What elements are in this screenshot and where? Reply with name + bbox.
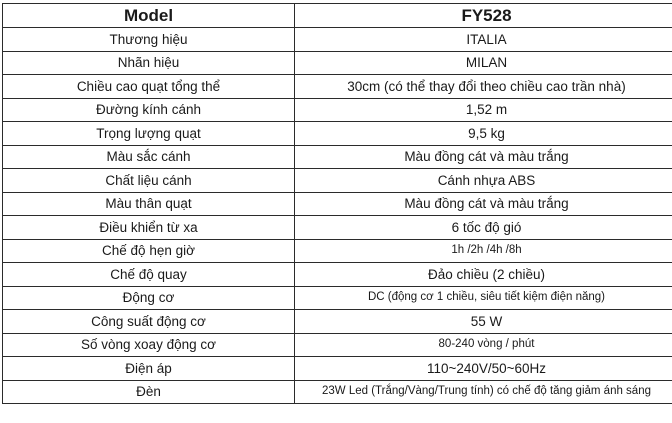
- row-label-remote-control: Điều khiển từ xa: [3, 216, 295, 240]
- row-value-timer: 1h /2h /4h /8h: [295, 239, 672, 263]
- row-label-brand: Thương hiệu: [3, 28, 295, 52]
- table-row: [3, 169, 672, 193]
- row-value-blade-color: Màu đồng cát và màu trắng: [295, 145, 672, 169]
- table-row: [3, 310, 672, 334]
- table-row: [3, 122, 672, 146]
- table-row: [3, 286, 672, 310]
- row-value-motor-power: 55 W: [295, 310, 672, 334]
- table-row: [3, 357, 672, 381]
- row-label-rotation-mode: Chế độ quay: [3, 263, 295, 287]
- row-label-motor: Động cơ: [3, 286, 295, 310]
- row-value-remote-control: 6 tốc độ gió: [295, 216, 672, 240]
- row-label-blade-color: Màu sắc cánh: [3, 145, 295, 169]
- row-label-weight: Trọng lượng quạt: [3, 122, 295, 146]
- table-row: [3, 239, 672, 263]
- table-row: [3, 98, 672, 122]
- spec-table: [2, 3, 672, 404]
- row-value-label: MILAN: [295, 51, 672, 75]
- row-value-blade-diameter: 1,52 m: [295, 98, 672, 122]
- spec-table-body: [3, 4, 672, 404]
- row-label-light: Đèn: [3, 380, 295, 404]
- row-value-motor: DC (động cơ 1 chiều, siêu tiết kiệm điện năng): [295, 286, 672, 310]
- table-row: [3, 145, 672, 169]
- table-row: [3, 75, 672, 99]
- header-value-cell: FY528: [295, 4, 672, 28]
- row-label-blade-material: Chất liệu cánh: [3, 169, 295, 193]
- row-label-blade-diameter: Đường kính cánh: [3, 98, 295, 122]
- row-label-overall-height: Chiều cao quạt tổng thể: [3, 75, 295, 99]
- row-label-label: Nhãn hiệu: [3, 51, 295, 75]
- row-value-motor-speed: 80-240 vòng / phút: [295, 333, 672, 357]
- row-value-voltage: 110~240V/50~60Hz: [295, 357, 672, 381]
- row-value-blade-material: Cánh nhựa ABS: [295, 169, 672, 193]
- row-value-brand: ITALIA: [295, 28, 672, 52]
- table-row: [3, 380, 672, 404]
- row-label-motor-power: Công suất động cơ: [3, 310, 295, 334]
- row-value-overall-height: 30cm (có thể thay đổi theo chiều cao trần nhà): [295, 75, 672, 99]
- header-label-cell: Model: [3, 4, 295, 28]
- row-label-voltage: Điện áp: [3, 357, 295, 381]
- table-row: [3, 216, 672, 240]
- row-label-timer: Chế độ hẹn giờ: [3, 239, 295, 263]
- row-value-weight: 9,5 kg: [295, 122, 672, 146]
- row-value-rotation-mode: Đảo chiều (2 chiều): [295, 263, 672, 287]
- row-value-body-color: Màu đồng cát và màu trắng: [295, 192, 672, 216]
- row-value-light: 23W Led (Trắng/Vàng/Trung tính) có chế độ tăng giảm ánh sáng: [295, 380, 672, 404]
- table-row: [3, 51, 672, 75]
- table-row: [3, 192, 672, 216]
- row-label-body-color: Màu thân quạt: [3, 192, 295, 216]
- table-row: [3, 28, 672, 52]
- row-label-motor-speed: Số vòng xoay động cơ: [3, 333, 295, 357]
- table-header-row: [3, 4, 672, 28]
- table-row: [3, 333, 672, 357]
- table-row: [3, 263, 672, 287]
